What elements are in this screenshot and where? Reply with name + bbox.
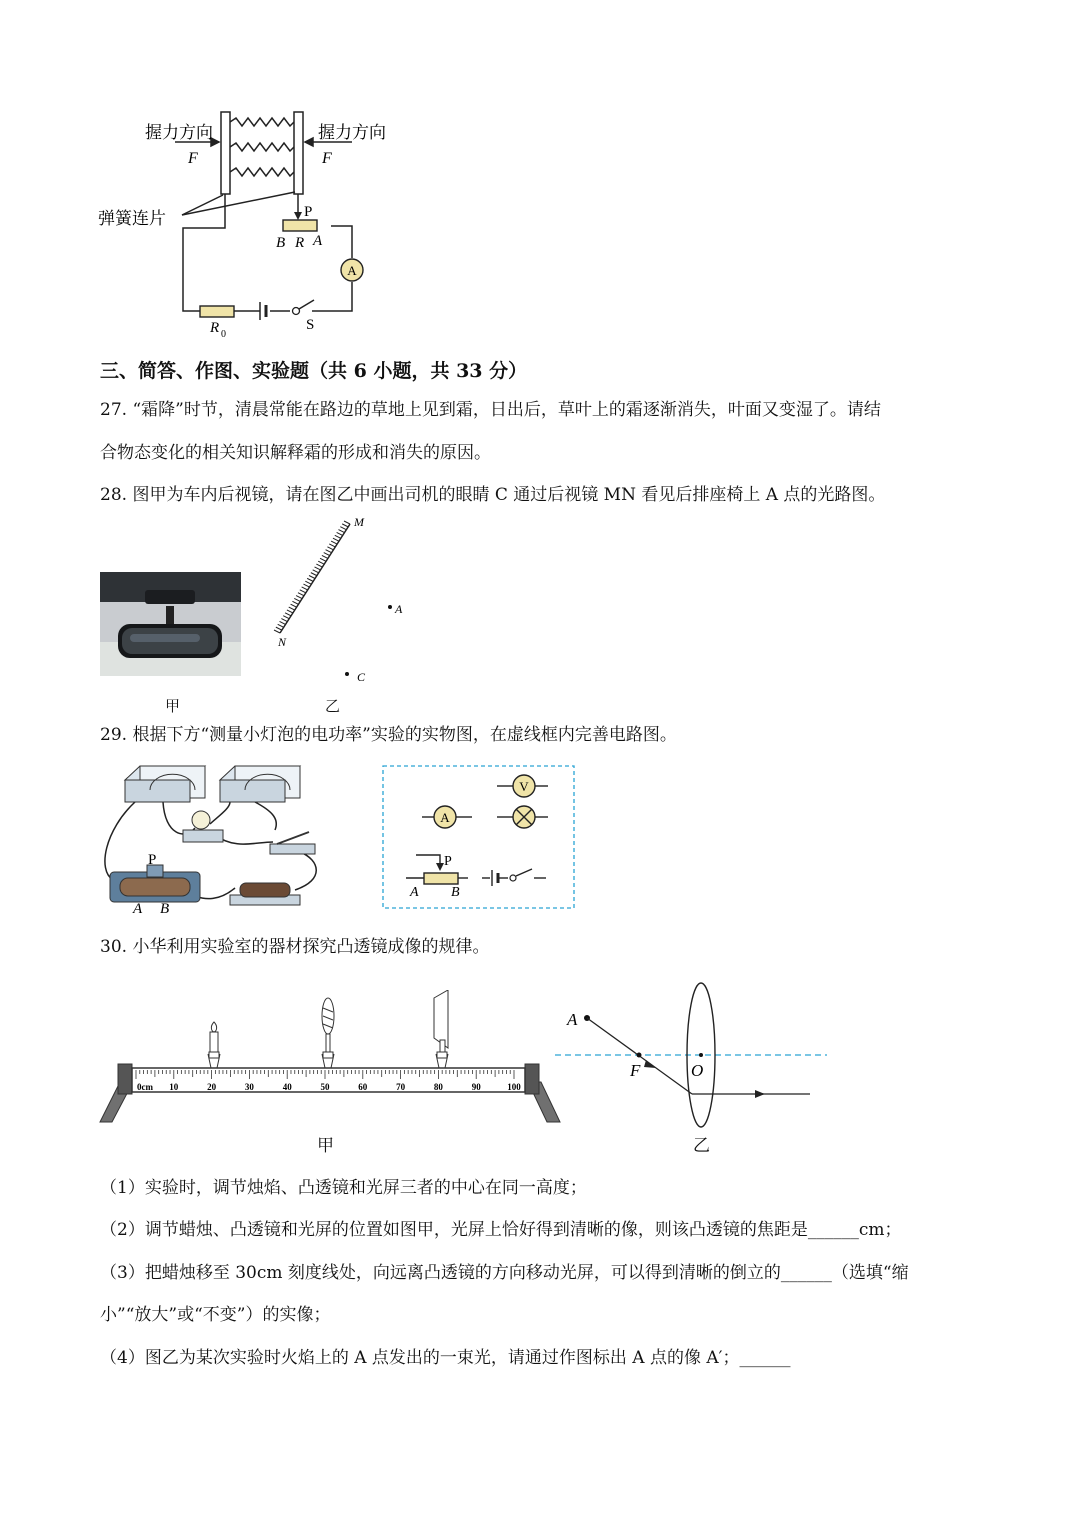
circuit-symbols-box — [382, 765, 577, 913]
r0-label: R — [210, 320, 220, 336]
mirror-n-label: N — [278, 635, 287, 649]
convex-lens — [322, 998, 334, 1068]
spring-plate-label: 弹簧连片 — [98, 209, 166, 229]
optical-bench — [98, 990, 563, 1125]
mirror-m-label: M — [354, 515, 364, 529]
ruler-tick-label: 100 — [507, 1082, 521, 1092]
mirror-hatch-line — [344, 521, 350, 524]
mirror-hatch-line — [315, 567, 321, 570]
right-plate — [294, 112, 303, 194]
mirror-hatch-line — [338, 530, 344, 533]
point-c — [345, 672, 349, 676]
grip-circuit-figure — [90, 100, 430, 345]
mirror-hatch-line — [318, 561, 324, 564]
focus-f — [637, 1053, 642, 1058]
optical-center-o-label: O — [691, 1061, 704, 1080]
bench-right-end — [525, 1064, 539, 1094]
candle — [208, 1022, 220, 1068]
point-a — [388, 605, 392, 609]
mirror-hatch-line — [333, 538, 339, 541]
mirror-hatch-line — [281, 619, 287, 622]
mirror-hatch-line — [335, 535, 341, 538]
q30-sub-4: （4）图乙为某次实验时火焰上的 A 点发出的一束光，请通过作图标出 A 点的像 A′；______ — [100, 1348, 791, 1368]
bench-left-end — [118, 1064, 132, 1094]
mirror-hatch-line — [342, 524, 348, 527]
mirror-hatch-line — [337, 532, 343, 535]
rheostat-a-label: A — [313, 233, 323, 249]
ruler-tick-label: 20 — [207, 1082, 217, 1092]
mirror-hatch-line — [283, 616, 289, 619]
mirror-hatch-line — [278, 624, 284, 627]
force-f-left: F — [188, 150, 198, 167]
q29-question: 29. 根据下方“测量小灯泡的电功率”实验的实物图，在虚线框内完善电路图。 — [100, 725, 677, 745]
apparatus-photo — [95, 760, 340, 915]
ruler-tick-label: 80 — [433, 1082, 443, 1092]
rheostat-symbol-a: A — [410, 885, 419, 900]
mirror-hatch-line — [322, 555, 328, 558]
voltmeter-symbol-label: V — [519, 779, 529, 794]
q30-sub-3-line-2: 小”“放大”或“不变”）的实像； — [100, 1305, 331, 1325]
point-a-label: A — [395, 602, 403, 616]
resistor-r0 — [200, 306, 234, 317]
light-screen — [434, 990, 448, 1068]
switch-symbol — [510, 875, 516, 881]
left-plate — [221, 112, 230, 194]
mirror-diagram — [270, 510, 420, 710]
mirror-hatch-line — [309, 576, 315, 579]
q28-label-yi: 乙 — [325, 697, 341, 715]
switch-s-label: S — [306, 317, 315, 333]
q27-line-1: 27. “霜降”时节，清晨常能在路边的草地上见到霜，日出后，草叶上的霜逐渐消失，叶面又变湿了。请结 — [100, 400, 881, 420]
ammeter-device — [125, 766, 205, 802]
voltmeter-device — [220, 766, 300, 802]
ruler-tick-label: 0cm — [137, 1082, 153, 1092]
battery-device — [230, 883, 300, 905]
mirror-hatch-line — [340, 527, 346, 530]
switch-device — [270, 832, 315, 854]
bulb-device — [183, 811, 223, 842]
q30-sub-2: （2）调节蜡烛、凸透镜和光屏的位置如图甲，光屏上恰好得到清晰的像，则该凸透镜的焦距是______cm； — [100, 1220, 902, 1240]
grip-direction-right: 握力方向 — [318, 123, 386, 143]
rheostat-r — [283, 220, 317, 231]
switch-pivot — [293, 308, 300, 315]
mirror-hatch-line — [292, 601, 298, 604]
rheostat-device — [110, 865, 200, 902]
focus-f-label: F — [630, 1061, 641, 1080]
mirror-hatch-line — [280, 621, 286, 624]
point-c-label: C — [357, 670, 366, 684]
r0-subscript: 0 — [221, 329, 226, 340]
ruler-tick-label: 10 — [169, 1082, 179, 1092]
spring-2 — [230, 143, 294, 151]
mirror-hatch-line — [302, 587, 308, 590]
spring-1 — [230, 118, 294, 126]
mirror-hatch-line — [294, 598, 300, 601]
ruler-tick-label: 60 — [358, 1082, 368, 1092]
ruler-tick-label: 50 — [320, 1082, 330, 1092]
rheostat-b-label: B — [276, 235, 286, 251]
apparatus-a-label: A — [133, 901, 143, 915]
mirror-hatch-line — [296, 596, 302, 599]
mirror-hatch-line — [300, 590, 306, 593]
ruler-tick-label: 40 — [282, 1082, 292, 1092]
mirror-hatch-line — [305, 581, 311, 584]
mirror-hatch-line — [274, 630, 280, 633]
q30-label-yi: 乙 — [693, 1136, 710, 1156]
spring-3 — [230, 168, 294, 176]
grip-direction-left: 握力方向 — [145, 123, 213, 143]
slider-p-label: P — [304, 204, 313, 220]
ammeter-symbol-label: A — [440, 810, 450, 825]
ruler-tick-label: 70 — [396, 1082, 406, 1092]
apparatus-b-label: B — [160, 901, 170, 915]
q28-label-jia: 甲 — [165, 697, 181, 715]
q27-line-2: 合物态变化的相关知识解释霜的形成和消失的原因。 — [100, 443, 491, 463]
mirror-hatch-line — [291, 604, 297, 607]
mirror-hatch-line — [324, 553, 330, 556]
mirror-hatch-line — [303, 584, 309, 587]
q30-question: 30. 小华利用实验室的器材探究凸透镜成像的规律。 — [100, 937, 490, 957]
mirror-hatch-line — [329, 544, 335, 547]
mirror-hatch-line — [311, 573, 317, 576]
rheostat-r-label: R — [295, 235, 305, 251]
optical-center-o — [699, 1053, 703, 1057]
mirror-hatch-line — [327, 547, 333, 550]
ruler-tick-label: 30 — [244, 1082, 254, 1092]
mirror-hatch-line — [287, 610, 293, 613]
mirror-hatch-line — [316, 564, 322, 567]
mirror-hatch-line — [276, 627, 282, 630]
rheostat-symbol-b: B — [451, 885, 460, 900]
switch-blade — [299, 300, 314, 309]
ammeter-label: A — [347, 263, 357, 278]
mirror-hatch-line — [313, 570, 319, 573]
rearview-mirror-photo — [100, 572, 241, 676]
q30-label-jia: 甲 — [317, 1136, 334, 1156]
point-a-label: A — [567, 1010, 578, 1029]
force-f-right: F — [322, 150, 332, 167]
mirror-hatch-line — [289, 607, 295, 610]
rheostat-symbol-p: P — [444, 854, 452, 869]
rheostat-symbol — [424, 873, 458, 884]
mirror-hatch-line — [298, 593, 304, 596]
apparatus-p-label: P — [148, 852, 157, 868]
ruler-tick-label: 90 — [471, 1082, 481, 1092]
mirror-hatch-line — [331, 541, 337, 544]
section-title: 三、简答、作图、实验题（共 6 小题，共 33 分） — [100, 360, 528, 382]
q30-sub-1: （1）实验时，调节烛焰、凸透镜和光屏三者的中心在同一高度； — [100, 1178, 587, 1198]
mirror-hatch-line — [285, 613, 291, 616]
mirror-hatch-line — [326, 550, 332, 553]
mirror-hatch-line — [307, 578, 313, 581]
mirror-hatch-line — [320, 558, 326, 561]
q28-question: 28. 图甲为车内后视镜，请在图乙中画出司机的眼睛 C 通过后视镜 MN 看见后排座椅上 A 点的光路图。 — [100, 485, 886, 505]
q30-sub-3-line-1: （3）把蜡烛移至 30cm 刻度线处，向远离凸透镜的方向移动光屏，可以得到清晰的倒立的______（选填“缩 — [100, 1263, 909, 1283]
lens-ray-diagram — [555, 975, 830, 1160]
